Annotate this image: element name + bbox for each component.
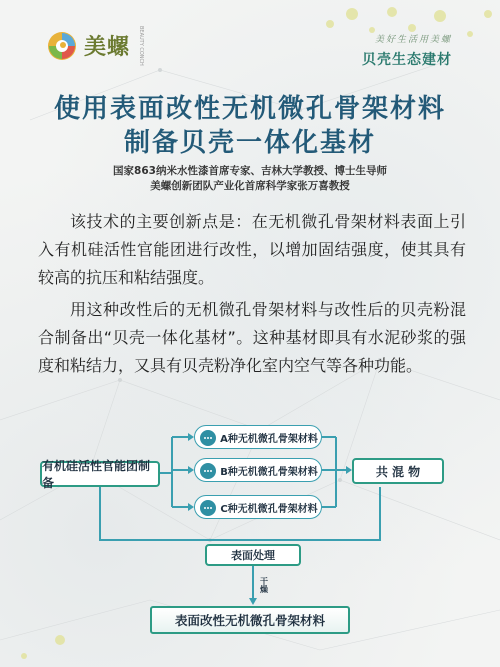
blend-box: 共 混 物 [352, 458, 444, 484]
title-line-2: 制备贝壳一体化基材 [123, 128, 376, 158]
logo-sub-text: BEAUTY CONCH [138, 26, 145, 66]
paragraph-2: 用这种改性后的无机微孔骨架材料与改性后的贝壳粉混合制备出“贝壳一体化基材”。这种基材即具有水泥砂浆的强度和粘结力，又具有贝壳粉净化室内空气等各种功能。 [38, 300, 466, 375]
brand-name: 贝壳生态建材 [362, 52, 452, 68]
material-dots-icon [200, 430, 216, 446]
author-line-1: 国家863纳米水性漆首席专家、吉林大学教授、博士生导师 [113, 165, 387, 177]
material-dots-icon [200, 463, 216, 479]
material-c-label: C种无机微孔骨架材料 [220, 503, 318, 515]
dry-label: 干燥 [259, 577, 269, 593]
title-line-1: 使用表面改性无机微孔骨架材料 [53, 94, 446, 124]
modified-material-box: 表面改性无机微孔骨架材料 [150, 606, 350, 634]
material-b-label: B种无机微孔骨架材料 [220, 466, 318, 478]
material-dots-icon [200, 500, 216, 516]
organosilicon-prep-box: 有机硅活性官能团制备 [40, 461, 160, 487]
material-b-box [194, 458, 322, 482]
surface-treatment-box: 表面处理 [205, 544, 301, 566]
author-line-2: 美螺创新团队产业化首席科学家张万喜教授 [150, 180, 350, 192]
paragraph-1: 该技术的主要创新点是：在无机微孔骨架材料表面上引入有机硅活性官能团进行改性，以增加固结强度，使其具有较高的抗压和粘结强度。 [38, 212, 466, 287]
material-c-box [194, 495, 322, 519]
logo-brand-text: 美螺 [84, 35, 131, 61]
material-a-box [194, 425, 322, 449]
brand-slogan: 美好生活用美螺 [374, 35, 452, 45]
material-a-label: A种无机微孔骨架材料 [220, 433, 318, 445]
